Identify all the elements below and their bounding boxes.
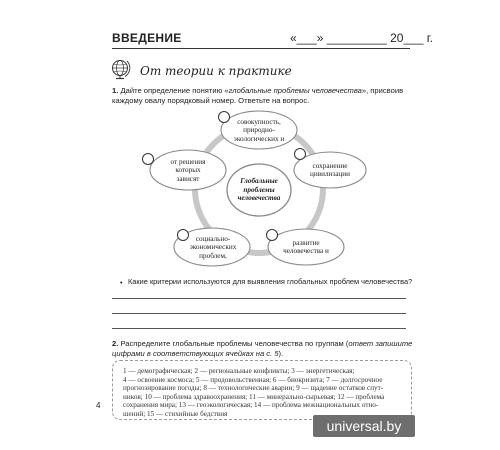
center-line: человечества — [237, 194, 281, 203]
task-text-end: », присвоив каждому овалу порядковый номер. Ответьте на вопрос. — [112, 86, 404, 105]
oval-2-text — [298, 162, 362, 179]
task-note: ответ запишите цифрами в соответствующих ячейках на с. 5 — [112, 339, 413, 358]
section-heading: От теории к практике — [140, 64, 292, 78]
oval-line: проблем, — [199, 251, 227, 260]
question-bullet: • — [120, 278, 123, 287]
answer-line-3[interactable] — [112, 328, 406, 329]
oval-3-text — [272, 239, 340, 256]
problems-list-line: прогнозирование погоды; 8 — технологические аварии; 9 — щадение остатков спут- — [123, 384, 384, 392]
problems-list-line: шений; 15 — стихийные бедствия — [123, 409, 228, 418]
problems-list-line: ников; 10 — проблема здравоохранения; 11 — минерально-сырьевая; 12 — проблема — [123, 392, 385, 401]
task-2-instruction — [112, 339, 417, 359]
problems-list-line: 1 — демографическая; 2 — региональные конфликты; 3 — энергетическая; — [123, 367, 355, 375]
oval-5-text — [156, 158, 220, 183]
task-term: глобальные проблемы человечества — [228, 86, 362, 95]
oval-line: экономических — [189, 243, 237, 252]
oval-line: которых — [175, 166, 201, 175]
task-number: 2. — [112, 339, 119, 348]
number-circle-2[interactable] — [295, 149, 306, 160]
center-line: проблемы — [243, 185, 275, 194]
header-date-field: «___» _________ 20___ г. — [290, 31, 434, 45]
answer-line-2[interactable] — [112, 313, 406, 314]
problems-list-line: 4 — освоение космоса; 5 — продовольственная; 6 — биокризита; 7 — долгосрочное — [123, 375, 383, 384]
oval-line: совокупность, — [237, 118, 281, 126]
oval-1-text — [226, 118, 292, 143]
header-title: ВВЕДЕНИЕ — [112, 31, 182, 45]
oval-line: сохранение — [312, 162, 348, 170]
center-label — [229, 177, 289, 203]
oval-line: социально- — [195, 235, 231, 243]
answer-line-1[interactable] — [112, 298, 406, 299]
concept-diagram — [120, 106, 410, 271]
oval-line: цивилизации — [310, 170, 350, 179]
task-number: 1. — [112, 86, 119, 95]
task-text: Распределите глобальные проблемы человечества по группам ( — [120, 339, 349, 348]
watermark: universal.by — [313, 415, 415, 437]
oval-line: экологических и — [233, 134, 285, 143]
oval-4-text — [180, 235, 246, 260]
question-text: Какие критерии используются для выявления глобальных проблем человечества? — [128, 277, 413, 286]
oval-line: природно- — [243, 126, 275, 135]
task-text-end: ). — [278, 349, 284, 358]
oval-line: человечества и — [283, 247, 329, 256]
number-circle-5[interactable] — [143, 154, 154, 165]
header-divider — [112, 48, 410, 49]
center-line: Глобальные — [240, 177, 278, 185]
problems-list-box — [112, 360, 412, 420]
oval-line: развитие — [292, 239, 320, 247]
oval-line: зависят — [176, 174, 200, 183]
problems-list-line: сохранения мира; 13 — геоэкологическая; 14 — проблема межнациональных отно- — [123, 401, 379, 409]
task-1-instruction — [112, 86, 417, 106]
oval-line: от решения — [170, 158, 206, 166]
globe-icon — [108, 58, 134, 80]
page-number: 4 — [96, 401, 101, 410]
task-text: Дайте определение понятию « — [120, 86, 229, 95]
